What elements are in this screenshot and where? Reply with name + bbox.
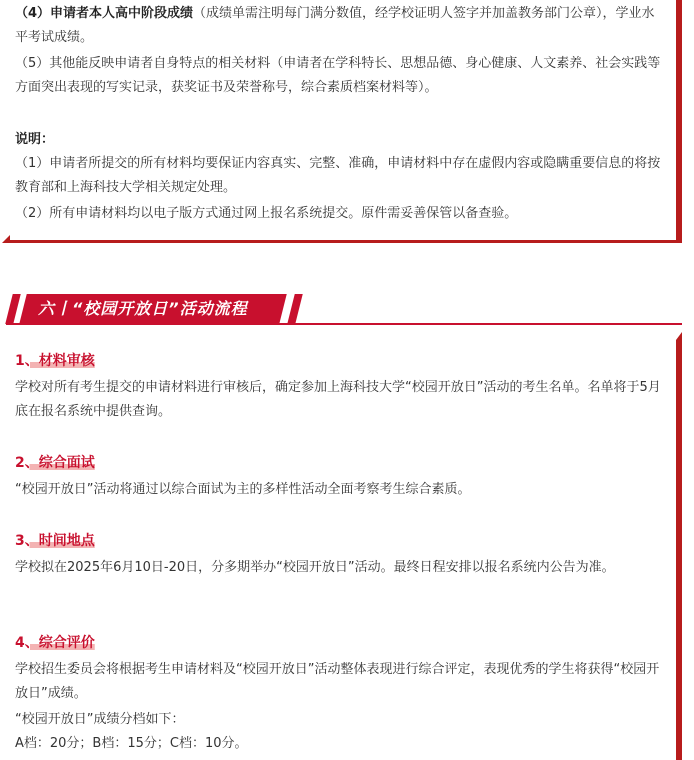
- note-item-2: （2）所有申请材料均以电子版方式通过网上报名系统提交。原件需妥善保管以备查验。: [15, 206, 518, 221]
- step-4-grade-intro: “校园开放日”成绩分档如下：: [15, 712, 185, 727]
- note-item-1: （1）申请者所提交的所有材料均要保证内容真实、完整、准确，申请材料中存在虚假内容或隐瞒重要信息的将按教育部和上海科技大学相关规定处理。: [15, 156, 661, 195]
- right-border-cap: [676, 332, 682, 340]
- section-banner-head: [5, 294, 20, 324]
- section-banner-underline: [6, 323, 682, 325]
- step-1-body: 学校对所有考生提交的申请材料进行审核后，确定参加上海科技大学“校园开放日”活动的考生名单。名单将于5月底在报名系统中提供查询。: [15, 380, 661, 419]
- note-label: 说明：: [15, 132, 55, 147]
- material-item-4-detail: （成绩单需注明每门满分数值，经学校证明人签字并加盖教务部门公章），学业水平考试成绩。: [15, 6, 655, 45]
- step-2-body: “校园开放日”活动将通过以综合面试为主的多样性活动全面考察考生综合素质。: [15, 482, 471, 497]
- material-item-5: （5）其他能反映申请者自身特点的相关材料（申请者在学科特长、思想品德、身心健康、人文素养、社会实践等方面突出表现的写实记录，获奖证书及荣誉称号，综合素质档案材料等）。: [15, 56, 661, 95]
- step-2-heading: 2、综合面试: [15, 455, 95, 471]
- step-3-heading: 3、时间地点: [15, 533, 95, 549]
- step-4-grade-levels: A档：20分；B档：15分；C档：10分。: [15, 736, 248, 751]
- step-4-body: 学校招生委员会将根据考生申请材料及“校园开放日”活动整体表现进行综合评定，表现优秀的学生将获得“校园开放日”成绩。: [15, 662, 660, 701]
- step-3-body: 学校拟在2025年6月10日-20日，分多期举办“校园开放日”活动。最终日程安排以报名系统内公告为准。: [15, 560, 615, 575]
- section-banner-tail: [287, 294, 302, 324]
- top-frame-bottom-border: [6, 240, 682, 243]
- top-frame-corner: [2, 235, 10, 243]
- right-border: [676, 340, 682, 760]
- top-frame-right-border: [676, 0, 682, 243]
- material-item-4: [15, 2, 665, 50]
- step-4-heading: 4、综合评价: [15, 635, 95, 651]
- step-1-heading: 1、材料审核: [15, 353, 95, 369]
- material-item-4-title: （4）申请者本人高中阶段成绩: [15, 6, 194, 21]
- section-title: 六丨“校园开放日”活动流程: [38, 299, 248, 318]
